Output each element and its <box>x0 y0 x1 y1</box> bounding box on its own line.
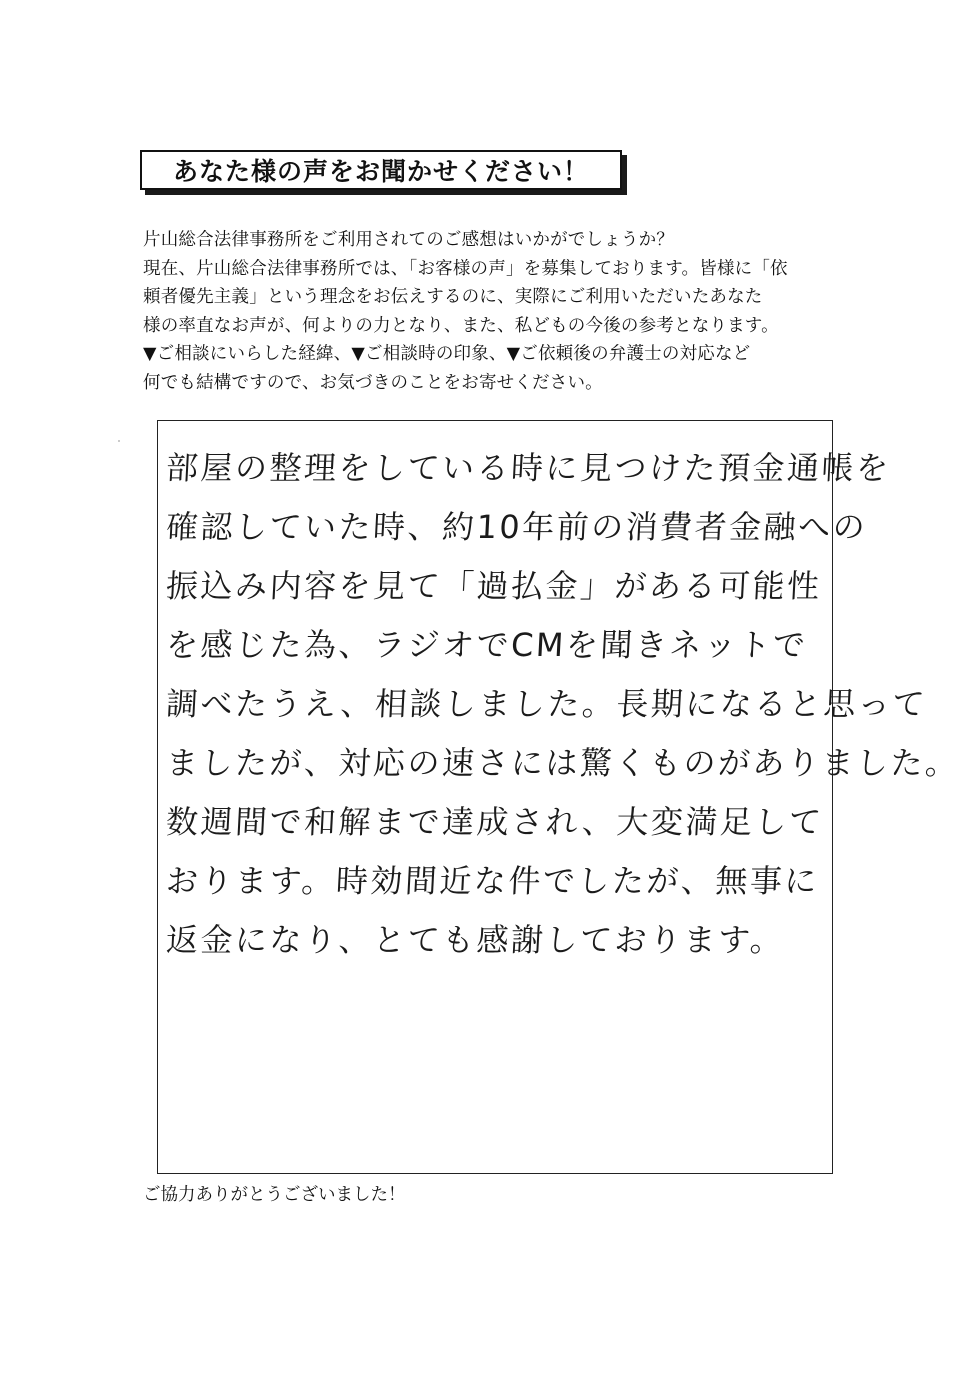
intro-line: 何でも結構ですので、お気づきのことをお寄せください。 <box>143 372 603 393</box>
intro-paragraph <box>143 226 843 398</box>
intro-line: ▼ご相談にいらした経緯、▼ご相談時の印象、▼ご依頼後の弁護士の対応など <box>143 344 751 365</box>
handwritten-response-box <box>157 420 961 1174</box>
handwritten-line: 振込み内容を見て「過払金」がある可能性 <box>165 567 823 605</box>
handwritten-line: を感じた為、ラジオでCMを聞きネットで <box>165 626 809 664</box>
handwritten-line: ましたが、対応の速さには驚くものがありました。 <box>165 744 961 782</box>
handwritten-line: 数週間で和解まで達成され、大変満足して <box>165 803 825 841</box>
title-box <box>140 150 622 190</box>
scan-speck <box>118 440 120 442</box>
intro-line: 頼者優先主義」という理念をお伝えするのに、実際にご利用いただいたあなた <box>143 287 763 308</box>
page-title: あなた様の声をお聞かせください！ <box>172 157 589 186</box>
handwritten-line: 返金になり、とても感謝しております。 <box>165 921 786 959</box>
intro-line: 様の率直なお声が、何よりの力となり、また、私どもの今後の参考となります。 <box>143 315 779 336</box>
handwritten-line: 調べたうえ、相談しました。長期になると思って <box>165 685 928 723</box>
thank-you-footer: ご協力ありがとうございました！ <box>143 1185 406 1205</box>
handwritten-line: 確認していた時、約10年前の消費者金融への <box>165 508 869 546</box>
intro-line: 片山総合法律事務所をご利用されてのご感想はいかがでしょうか？ <box>143 230 674 250</box>
handwritten-response <box>165 439 961 970</box>
title-banner <box>140 150 622 190</box>
intro-line: 現在、片山総合法律事務所では、「お客様の声」を募集しております。皆様に「依 <box>143 258 788 279</box>
handwritten-line: 部屋の整理をしている時に見つけた預金通帳を <box>165 449 892 487</box>
handwritten-line: おります。時効間近な件でしたが、無事に <box>165 862 820 900</box>
